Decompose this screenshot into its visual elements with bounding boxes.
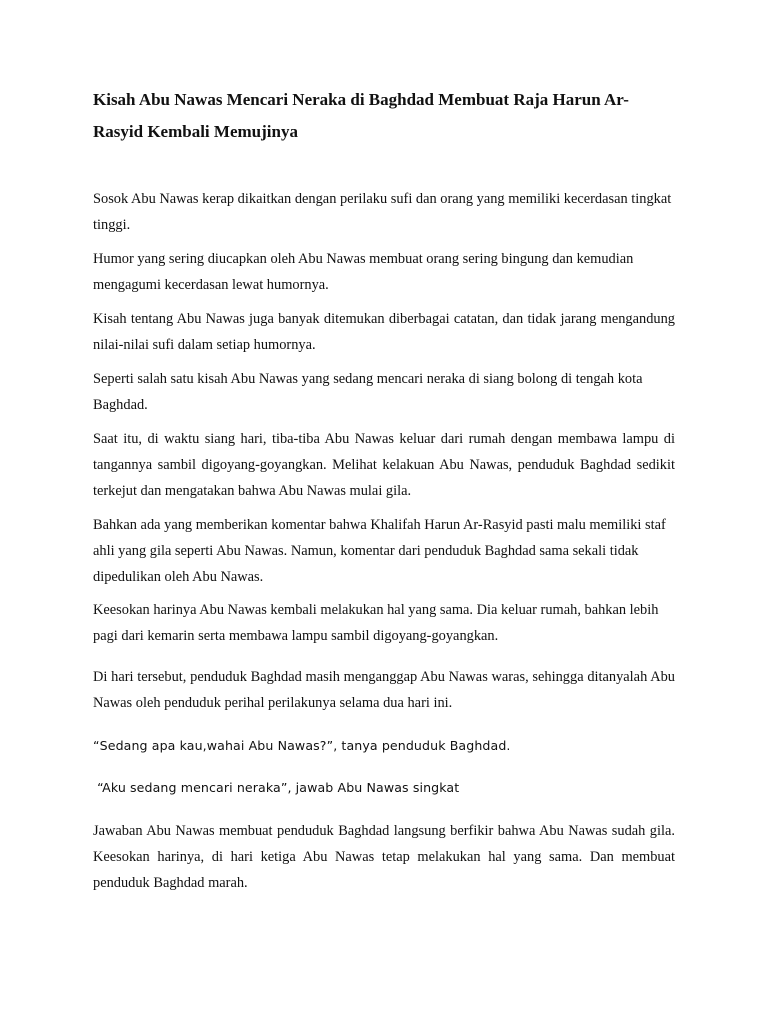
paragraph-9: Jawaban Abu Nawas membuat penduduk Baghdad langsung berfikir bahwa Abu Nawas sudah gila. Keesokan harinya, di hari ketiga Abu Nawas tetap melakukan hal yang sama. Dan membuat penduduk Baghdad marah. xyxy=(93,823,675,891)
dialogue-answer: “Aku sedang mencari neraka”, jawab Abu Nawas singkat xyxy=(93,780,460,795)
paragraph-3: Kisah tentang Abu Nawas juga banyak ditemukan diberbagai catatan, dan tidak jarang mengandung nilai-nilai sufi dalam setiap humornya. xyxy=(93,311,675,353)
paragraph-6: Bahkan ada yang memberikan komentar bahwa Khalifah Harun Ar-Rasyid pasti malu memiliki staf ahli yang gila seperti Abu Nawas. Namun, komentar dari penduduk Baghdad sama sekali tidak dipedulikan oleh Abu Nawas. xyxy=(93,517,666,585)
paragraph-2: Humor yang sering diucapkan oleh Abu Nawas membuat orang sering bingung dan kemudian mengagumi kecerdasan lewat humornya. xyxy=(93,251,634,293)
paragraph-7: Keesokan harinya Abu Nawas kembali melakukan hal yang sama. Dia keluar rumah, bahkan lebih pagi dari kemarin serta membawa lampu sambil digoyang-goyangkan. xyxy=(93,602,659,644)
paragraph-8: Di hari tersebut, penduduk Baghdad masih menganggap Abu Nawas waras, sehingga ditanyalah Abu Nawas oleh penduduk perihal perilakunya selama dua hari ini. xyxy=(93,669,675,711)
dialogue-question: “Sedang apa kau,wahai Abu Nawas?”, tanya penduduk Baghdad. xyxy=(93,738,511,753)
paragraph-5: Saat itu, di waktu siang hari, tiba-tiba Abu Nawas keluar dari rumah dengan membawa lampu di tangannya sambil digoyang-goyangkan. Melihat kelakuan Abu Nawas, penduduk Baghdad sedikit terkejut dan mengatakan bahwa Abu Nawas mulai gila. xyxy=(93,431,675,499)
article-title: Kisah Abu Nawas Mencari Neraka di Baghdad Membuat Raja Harun Ar-Rasyid Kembali Memujinya xyxy=(93,90,629,141)
paragraph-1: Sosok Abu Nawas kerap dikaitkan dengan perilaku sufi dan orang yang memiliki kecerdasan tingkat tinggi. xyxy=(93,191,672,233)
paragraph-4: Seperti salah satu kisah Abu Nawas yang sedang mencari neraka di siang bolong di tengah kota Baghdad. xyxy=(93,371,643,413)
